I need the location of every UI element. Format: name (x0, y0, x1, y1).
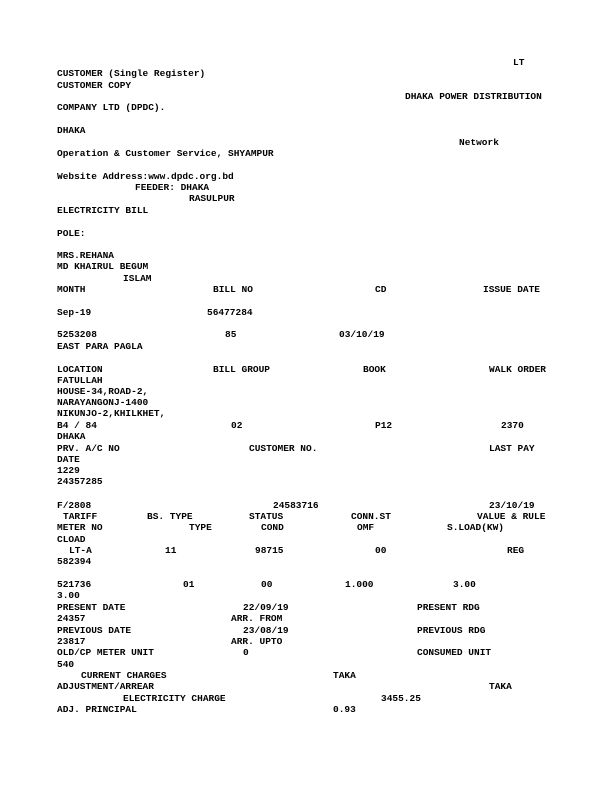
arr-from-label: ARR. FROM (231, 613, 283, 624)
value-rule-value: REG (507, 545, 525, 556)
present-rdg-value: 24357 (57, 613, 86, 624)
previous-rdg-value: 23817 (57, 636, 86, 647)
previous-date-label: PREVIOUS DATE (57, 625, 132, 636)
area-name: EAST PARA PAGLA (57, 341, 143, 352)
account-number: 5253208 (57, 329, 97, 340)
type-label: TYPE (189, 522, 212, 533)
month-value: Sep-19 (57, 307, 92, 318)
bs-type-label: BS. TYPE (147, 511, 193, 522)
sload-value: 3.00 (453, 579, 476, 590)
electricity-charge-label: ELECTRICITY CHARGE (123, 693, 226, 704)
book-value: P12 (375, 420, 393, 431)
prv-ac-no-label: PRV. A/C NO (57, 443, 120, 454)
cd-value: 85 (225, 329, 237, 340)
address-line: NARAYANGONJ-1400 (57, 397, 149, 408)
status-value: 98715 (255, 545, 284, 556)
bill-group-label: BILL GROUP (213, 364, 271, 375)
meter-no-label: METER NO (57, 522, 103, 533)
current-charges-label: CURRENT CHARGES (81, 670, 167, 681)
operation-label: Operation & Customer Service, SHYAMPUR (57, 148, 274, 159)
address-line: FATULLAH (57, 375, 103, 386)
month-label: MONTH (57, 284, 86, 295)
electricity-charge-value: 3455.25 (381, 693, 421, 704)
type-value: 01 (183, 579, 195, 590)
location-label: LOCATION (57, 364, 103, 375)
adjustment-arrear-label: ADJUSTMENT/ARREAR (57, 681, 154, 692)
sload-label: S.LOAD(KW) (447, 522, 505, 533)
cond-label: COND (261, 522, 284, 533)
book-label: BOOK (363, 364, 386, 375)
pole-label: POLE: (57, 228, 86, 239)
last-pay-label: LAST PAY (489, 443, 535, 454)
previous-rdg-label: PREVIOUS RDG (417, 625, 486, 636)
website-address: Website Address:www.dpdc.org.bd (57, 171, 234, 182)
customer-register-label: CUSTOMER (Single Register) (57, 68, 206, 79)
issue-date-label: ISSUE DATE (483, 284, 541, 295)
feeder-label: FEEDER: DHAKA (135, 182, 210, 193)
location-value: B4 / 84 (57, 420, 97, 431)
customer-name-line1: MRS.REHANA (57, 250, 115, 261)
taka-label: TAKA (489, 681, 512, 692)
customer-no-value: 24583716 (273, 500, 319, 511)
bs-type-value: 11 (165, 545, 177, 556)
company-name-line1: DHAKA POWER DISTRIBUTION (405, 91, 542, 102)
walk-order-label: WALK ORDER (489, 364, 547, 375)
conn-st-label: CONN.ST (351, 511, 391, 522)
old-cp-meter-label: OLD/CP METER UNIT (57, 647, 154, 658)
network-label: Network (459, 137, 499, 148)
cd-label: CD (375, 284, 387, 295)
meter-no-value: 582394 (57, 556, 92, 567)
old-cp-meter-value: 0 (243, 647, 249, 658)
present-date-value: 22/09/19 (243, 602, 289, 613)
account-value-line1: 1229 (57, 465, 80, 476)
customer-copy-label: CUSTOMER COPY (57, 80, 132, 91)
tariff-label: TARIFF (63, 511, 98, 522)
cond-value: 00 (261, 579, 273, 590)
present-date-label: PRESENT DATE (57, 602, 126, 613)
bill-no-value: 56477284 (207, 307, 253, 318)
lt-label: LT (513, 57, 525, 68)
last-pay-date-value: 23/10/19 (489, 500, 535, 511)
company-name-line2: COMPANY LTD (DPDC). (57, 102, 166, 113)
adj-principal-value: 0.93 (333, 704, 356, 715)
address-line: NIKUNJO-2,KHILKHET, (57, 408, 166, 419)
arr-upto-label: ARR. UPTO (231, 636, 283, 647)
consumed-unit-label: CONSUMED UNIT (417, 647, 492, 658)
adj-principal-label: ADJ. PRINCIPAL (57, 704, 137, 715)
cload-value: 3.00 (57, 590, 80, 601)
walk-order-value: 2370 (501, 420, 524, 431)
prv-ac-no-value: F/2808 (57, 500, 92, 511)
tariff-value: LT-A (69, 545, 92, 556)
company-city: DHAKA (57, 125, 86, 136)
consumed-unit-value: 540 (57, 659, 75, 670)
taka-label: TAKA (333, 670, 356, 681)
customer-name-line2: MD KHAIRUL BEGUM (57, 261, 149, 272)
customer-name-line3: ISLAM (123, 273, 152, 284)
omf-label: OMF (357, 522, 375, 533)
feeder-value: RASULPUR (189, 193, 235, 204)
customer-no-label: CUSTOMER NO. (249, 443, 318, 454)
bill-title: ELECTRICITY BILL (57, 205, 149, 216)
account-value-line2: 24357285 (57, 476, 103, 487)
cload-label: CLOAD (57, 534, 86, 545)
value-rule-label: VALUE & RULE (477, 511, 546, 522)
issue-date-value: 03/10/19 (339, 329, 385, 340)
conn-st-value: 00 (375, 545, 387, 556)
present-rdg-label: PRESENT RDG (417, 602, 480, 613)
address-line: HOUSE-34,ROAD-2, (57, 386, 149, 397)
meter-reading-value: 521736 (57, 579, 92, 590)
location-city: DHAKA (57, 431, 86, 442)
previous-date-value: 23/08/19 (243, 625, 289, 636)
status-label: STATUS (249, 511, 284, 522)
date-label: DATE (57, 454, 80, 465)
bill-no-label: BILL NO (213, 284, 253, 295)
omf-value: 1.000 (345, 579, 374, 590)
bill-group-value: 02 (231, 420, 243, 431)
